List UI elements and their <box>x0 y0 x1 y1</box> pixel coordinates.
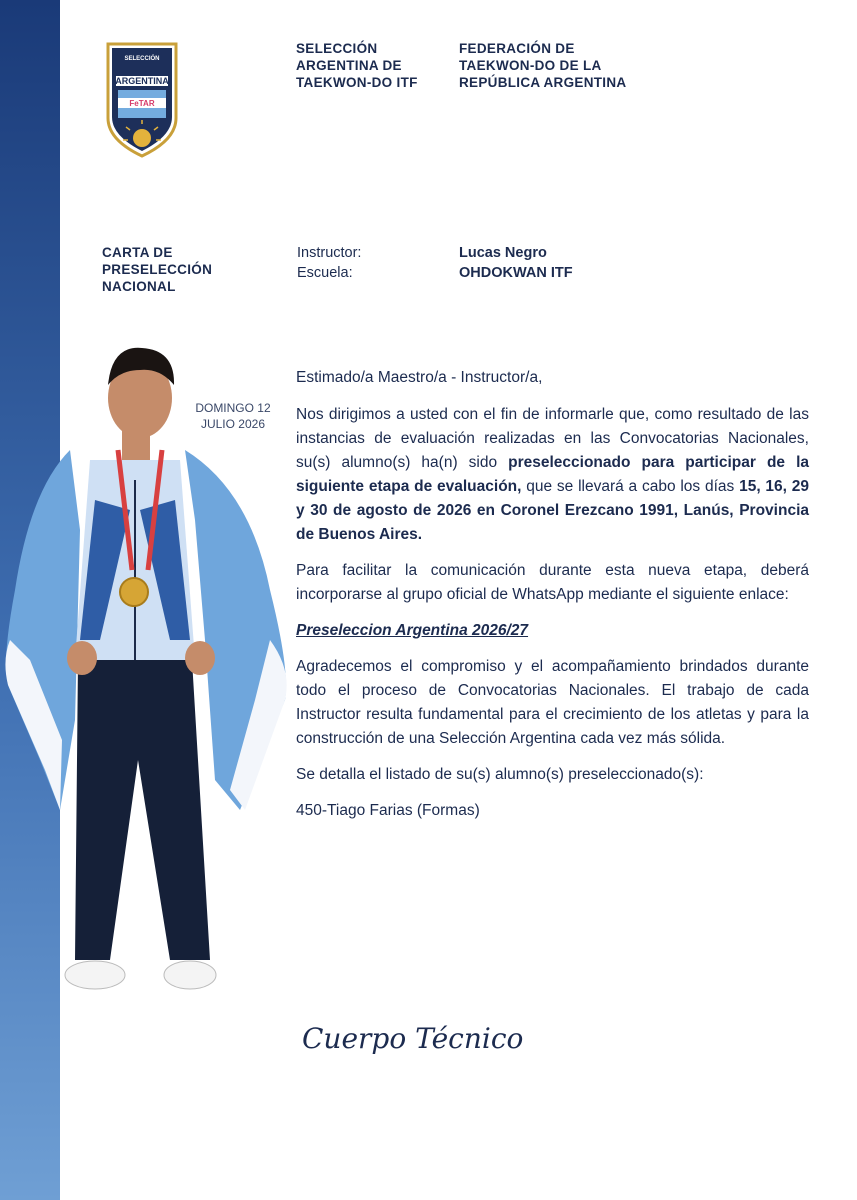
title-line: CARTA DE <box>102 245 173 260</box>
athlete-photo <box>0 340 300 1020</box>
org-left-line: ARGENTINA DE <box>296 58 402 73</box>
instructor-label: Instructor: <box>297 245 362 261</box>
paragraph-notification <box>296 403 809 547</box>
p1-text: Nos dirigimos a usted con el fin de informarle que, como resultado de las instancias de evaluación realizadas en las Convocatorias Nacionales, su(s) alumno(s) ha(n) sido <box>296 406 809 471</box>
p1-bold-dates: 15, 16, 29 y 30 de agosto de 2026 en Coronel Erezcano 1991, Lanús, Provincia de Buenos Aires. <box>296 478 810 543</box>
school-value: OHDOKWAN ITF <box>459 265 573 281</box>
paragraph-whatsapp: Para facilitar la comunicación durante esta nueva etapa, deberá incorporarse al grupo oficial de WhatsApp mediante el siguiente enlace: <box>296 562 809 603</box>
student-list-item: 450-Tiago Farias (Formas) <box>296 802 480 819</box>
logo-top-text: SELECCIÓN <box>124 56 160 62</box>
greeting: Estimado/a Maestro/a - Instructor/a, <box>296 369 543 386</box>
org-left-line: SELECCIÓN <box>296 41 378 56</box>
federation-crest-logo <box>104 40 180 160</box>
date-line: JULIO 2026 <box>200 417 266 431</box>
org-left-line: TAEKWON-DO ITF <box>296 75 418 90</box>
school-label: Escuela: <box>297 265 353 281</box>
org-right-line: TAEKWON-DO DE LA <box>459 58 602 73</box>
title-line: NACIONAL <box>102 279 176 294</box>
paragraph-thanks: Agradecemos el compromiso y el acompañamiento brindados durante todo el proceso de Convocatorias Nacionales. El trabajo de cada Instructor resulta fundamental para el crecimiento de los atletas y para la construcción de una Selección Argentina cada vez más sólida. <box>296 658 809 747</box>
org-name-federacion <box>459 40 679 91</box>
p1-bold-preselection: preseleccionado para participar de la siguiente etapa de evaluación, <box>296 454 809 495</box>
instructor-value: Lucas Negro <box>459 245 547 261</box>
logo-main-text: ARGENTINA <box>115 76 169 86</box>
org-right-line: FEDERACIÓN DE <box>459 41 575 56</box>
org-name-seleccion <box>296 40 446 91</box>
signature-text: Cuerpo Técnico <box>302 1022 524 1055</box>
document-title <box>102 244 252 295</box>
signature <box>300 1012 540 1062</box>
p1-text-2: que se llevará a cabo los días <box>521 478 740 495</box>
date-line: DOMINGO 12 <box>195 401 271 415</box>
letter-date <box>192 400 274 432</box>
paragraph-list-intro: Se detalla el listado de su(s) alumno(s) preseleccionado(s): <box>296 766 704 783</box>
whatsapp-group-link[interactable]: Preseleccion Argentina 2026/27 <box>296 622 529 639</box>
letter-body <box>296 366 809 835</box>
title-line: PRESELECCIÓN <box>102 262 213 277</box>
org-right-line: REPÚBLICA ARGENTINA <box>459 75 627 90</box>
logo-sub-text: FeTAR <box>129 99 155 108</box>
